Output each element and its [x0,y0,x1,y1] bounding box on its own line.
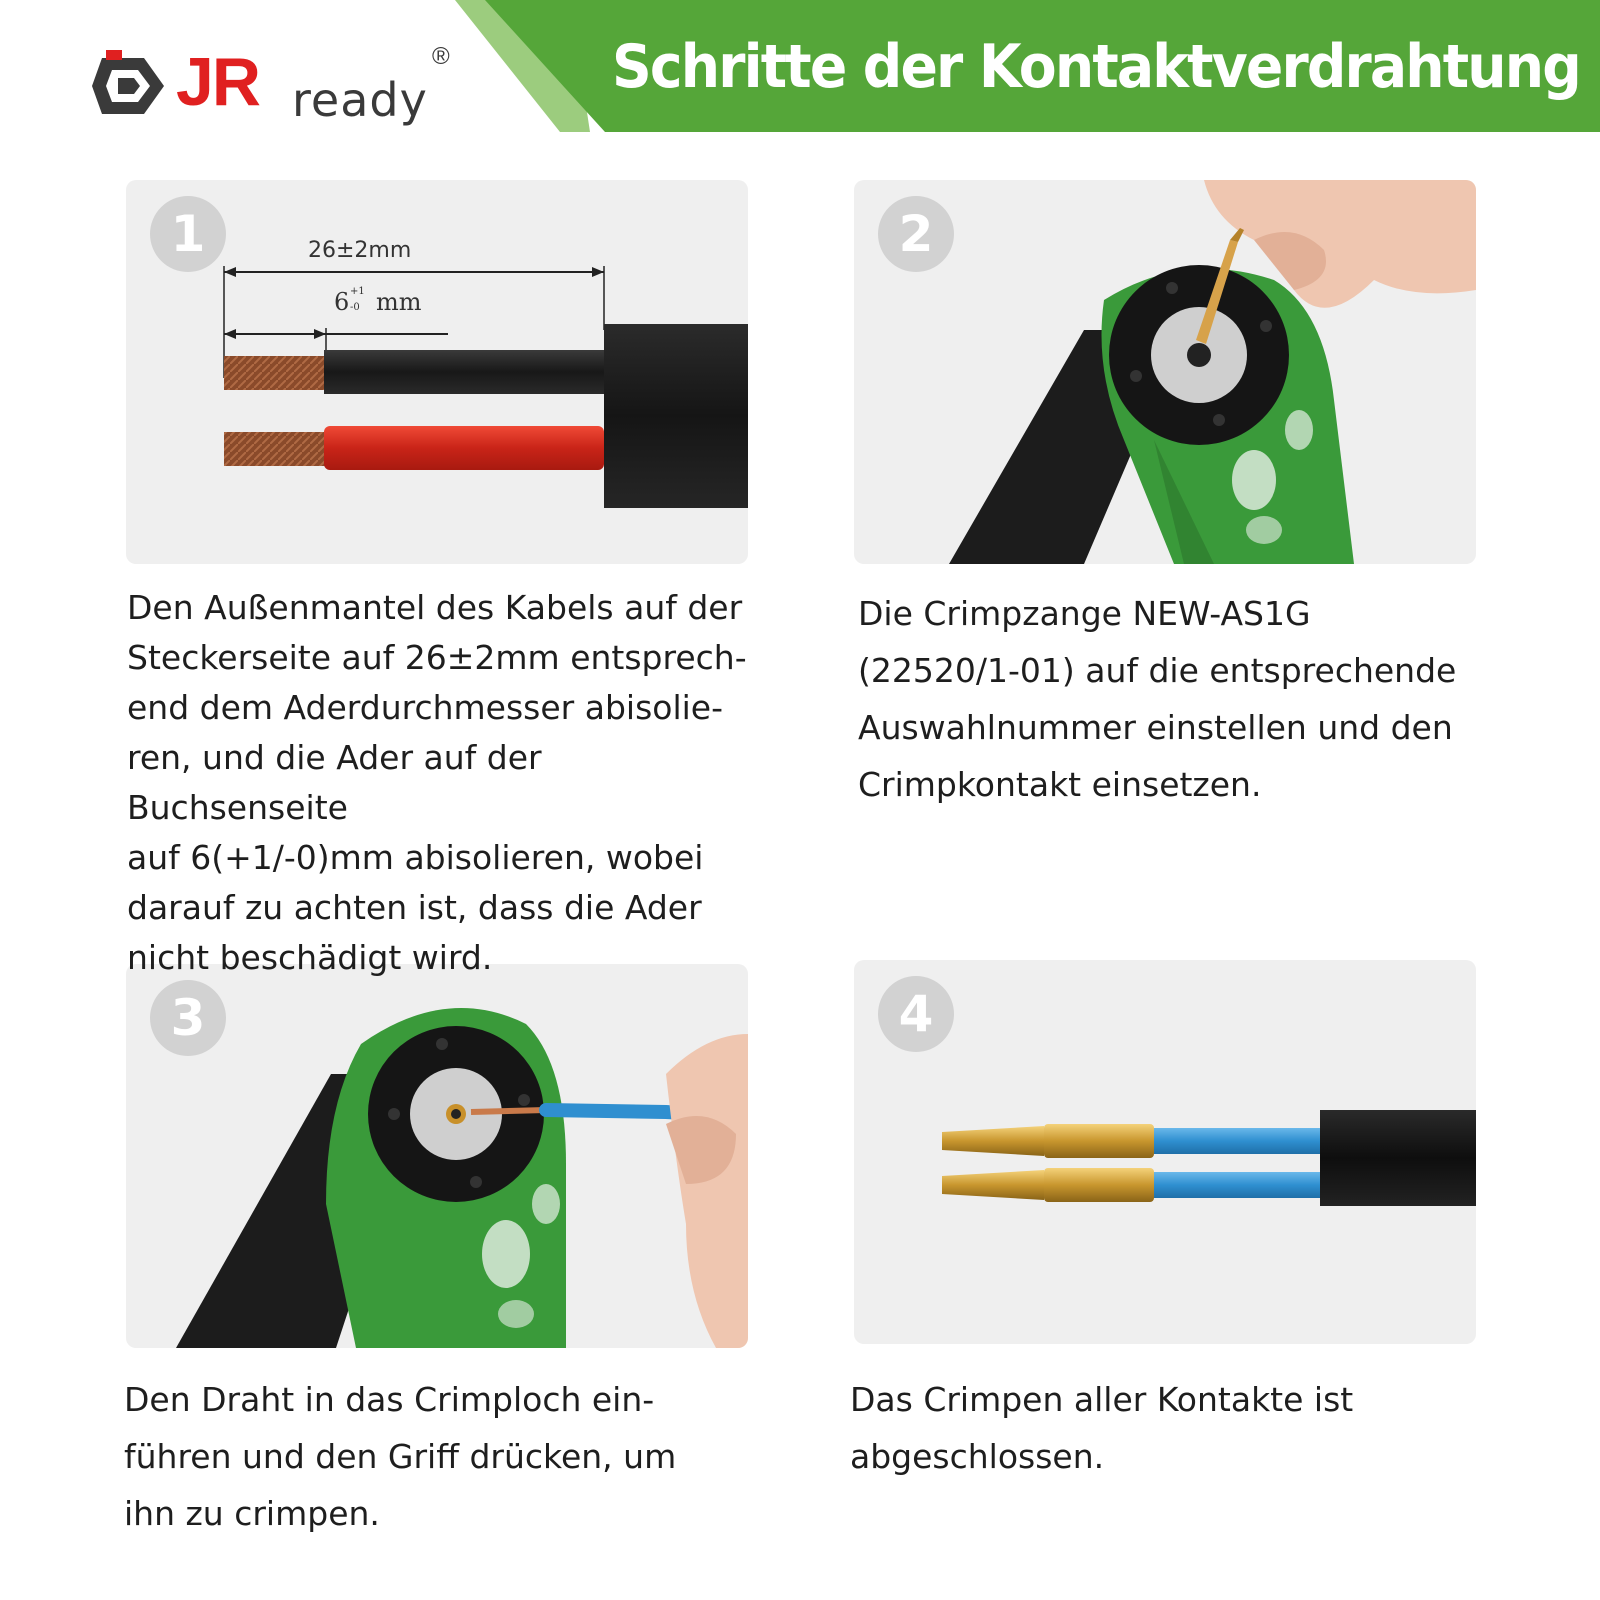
step-3-badge: 3 [150,980,226,1056]
page-title: Schritte der Kontaktverdrahtung [612,32,1580,102]
header [0,0,1600,132]
step-3-caption: Den Draht in das Crimploch ein- führen und den Griff drücken, um ihn zu crimpen. [124,1380,677,1533]
step-3-image [126,964,748,1348]
logo-jr: JR [176,44,259,120]
step-1-image [126,180,748,564]
step-4-caption: Das Crimpen aller Kontakte ist abgeschlossen. [850,1380,1354,1476]
step-4-image [854,960,1476,1344]
step-2-image [854,180,1476,564]
logo-ready: ready [292,73,428,127]
brand-logo [92,42,472,132]
step-2-badge: 2 [878,196,954,272]
inner-tolerance-bottom: -0 [350,302,360,313]
step-1-badge: 1 [150,196,226,272]
step-1-caption: Den Außenmantel des Kabels auf der Steckerseite auf 26±2mm entsprech- end dem Aderdurchmesser abisolie- ren, und die Ader auf der Buchsenseite auf 6(+1/-0)mm abisolieren, wobei darauf zu achten ist, dass die Ader nicht beschädigt wird. [127,588,747,977]
outer-dimension-label: 26±2mm [308,238,412,263]
step-2-caption: Die Crimpzange NEW-AS1G (22520/1-01) auf die entsprechende Auswahlnummer einstellen und den Crimpkontakt einsetzen. [858,594,1457,804]
registered-mark: ® [432,43,450,70]
inner-dimension-unit: mm [376,288,422,316]
inner-tolerance-top: +1 [350,286,365,297]
inner-dimension-value: 6 [334,288,350,316]
step-4-badge: 4 [878,976,954,1052]
logo-mark-icon [92,50,174,122]
